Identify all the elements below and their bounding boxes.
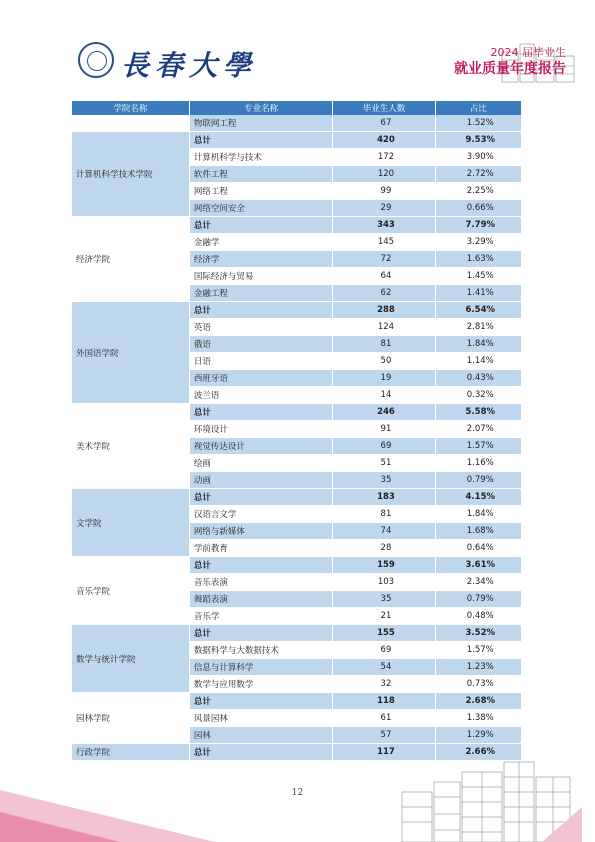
table-row-total — [72, 302, 522, 319]
major-name-cell: 总计 — [189, 132, 333, 149]
graduate-count-cell: 159 — [333, 557, 435, 574]
report-year-line: 2024 届毕业生 — [490, 46, 566, 59]
share-cell: 2.66% — [435, 744, 521, 761]
major-name-cell: 总计 — [189, 625, 333, 642]
major-name-cell: 风景园林 — [189, 710, 333, 727]
table-header-row — [72, 101, 522, 115]
major-name-cell: 软件工程 — [189, 166, 333, 183]
share-cell: 3.29% — [435, 234, 521, 251]
share-cell: 9.53% — [435, 132, 521, 149]
share-cell: 1.52% — [435, 115, 521, 132]
share-cell: 1.16% — [435, 455, 521, 472]
major-name-cell: 总计 — [189, 404, 333, 421]
college-name-cell: 园林学院 — [72, 693, 189, 744]
share-cell: 1.38% — [435, 710, 521, 727]
major-name-cell: 信息与计算科学 — [189, 659, 333, 676]
share-cell: 2.68% — [435, 693, 521, 710]
share-cell: 0.48% — [435, 608, 521, 625]
table-row-total — [72, 557, 522, 574]
share-cell: 3.61% — [435, 557, 521, 574]
major-name-cell: 网络空间安全 — [189, 200, 333, 217]
table-row-total — [72, 693, 522, 710]
university-logo-text: 長春大學 — [121, 49, 258, 82]
column-header-graduates: 毕业生人数 — [333, 101, 435, 115]
graduate-count-cell: 172 — [333, 149, 435, 166]
college-name-cell: 美术学院 — [72, 404, 189, 489]
major-name-cell: 数据科学与大数据技术 — [189, 642, 333, 659]
major-name-cell: 总计 — [189, 217, 333, 234]
graduate-count-cell: 69 — [333, 642, 435, 659]
column-header-college: 学院名称 — [72, 101, 189, 115]
major-name-cell: 计算机科学与技术 — [189, 149, 333, 166]
share-cell: 1.84% — [435, 506, 521, 523]
share-cell: 1.29% — [435, 727, 521, 744]
major-name-cell: 经济学 — [189, 251, 333, 268]
major-name-cell: 日语 — [189, 353, 333, 370]
graduate-count-cell: 81 — [333, 506, 435, 523]
graduate-count-cell: 120 — [333, 166, 435, 183]
share-cell: 6.54% — [435, 302, 521, 319]
college-name-cell: 数学与统计学院 — [72, 625, 189, 693]
graduate-count-cell: 69 — [333, 438, 435, 455]
report-title: 就业质量年度报告 — [454, 61, 566, 77]
share-cell: 0.43% — [435, 370, 521, 387]
table-row-total — [72, 132, 522, 149]
share-cell: 0.64% — [435, 540, 521, 557]
graduate-count-cell: 35 — [333, 472, 435, 489]
share-cell: 2.34% — [435, 574, 521, 591]
share-cell: 1.68% — [435, 523, 521, 540]
graduate-count-cell: 343 — [333, 217, 435, 234]
graduate-count-cell: 246 — [333, 404, 435, 421]
major-name-cell: 总计 — [189, 489, 333, 506]
college-name-cell — [72, 115, 189, 132]
graduate-count-cell: 145 — [333, 234, 435, 251]
share-cell: 1.23% — [435, 659, 521, 676]
major-name-cell: 舞蹈表演 — [189, 591, 333, 608]
share-cell: 7.79% — [435, 217, 521, 234]
page-header — [0, 0, 595, 95]
graduate-count-cell: 32 — [333, 676, 435, 693]
major-name-cell: 总计 — [189, 302, 333, 319]
table-row-total — [72, 404, 522, 421]
major-name-cell: 园林 — [189, 727, 333, 744]
graduate-count-cell: 420 — [333, 132, 435, 149]
share-cell: 2.25% — [435, 183, 521, 200]
graduate-count-cell: 57 — [333, 727, 435, 744]
table-row-total — [72, 625, 522, 642]
graduate-count-cell: 183 — [333, 489, 435, 506]
major-name-cell: 学前教育 — [189, 540, 333, 557]
graduate-count-cell: 51 — [333, 455, 435, 472]
share-cell: 0.73% — [435, 676, 521, 693]
table-row-total — [72, 489, 522, 506]
graduate-count-cell: 288 — [333, 302, 435, 319]
graduate-count-cell: 67 — [333, 115, 435, 132]
graduate-count-cell: 61 — [333, 710, 435, 727]
share-cell: 0.66% — [435, 200, 521, 217]
major-name-cell: 英语 — [189, 319, 333, 336]
graduate-count-cell: 91 — [333, 421, 435, 438]
major-name-cell: 环境设计 — [189, 421, 333, 438]
graduate-count-cell: 54 — [333, 659, 435, 676]
graduate-count-cell: 155 — [333, 625, 435, 642]
graduate-count-cell: 64 — [333, 268, 435, 285]
graduate-count-cell: 29 — [333, 200, 435, 217]
major-name-cell: 金融工程 — [189, 285, 333, 302]
share-cell: 1.41% — [435, 285, 521, 302]
graduate-count-cell: 62 — [333, 285, 435, 302]
major-name-cell: 音乐学 — [189, 608, 333, 625]
share-cell: 1.14% — [435, 353, 521, 370]
graduate-count-cell: 28 — [333, 540, 435, 557]
college-name-cell: 音乐学院 — [72, 557, 189, 625]
major-name-cell: 网络与新媒体 — [189, 523, 333, 540]
major-name-cell: 网络工程 — [189, 183, 333, 200]
university-seal-icon — [78, 42, 114, 78]
major-name-cell: 视觉传达设计 — [189, 438, 333, 455]
share-cell: 1.57% — [435, 438, 521, 455]
share-cell: 1.45% — [435, 268, 521, 285]
column-header-share: 占比 — [435, 101, 521, 115]
major-name-cell: 总计 — [189, 557, 333, 574]
share-cell: 1.63% — [435, 251, 521, 268]
share-cell: 1.57% — [435, 642, 521, 659]
graduate-count-cell: 81 — [333, 336, 435, 353]
graduate-count-cell: 124 — [333, 319, 435, 336]
graduate-count-cell: 74 — [333, 523, 435, 540]
share-cell: 5.58% — [435, 404, 521, 421]
graduate-count-cell: 103 — [333, 574, 435, 591]
graduate-count-cell: 14 — [333, 387, 435, 404]
column-header-major: 专业名称 — [189, 101, 333, 115]
share-cell: 2.07% — [435, 421, 521, 438]
major-name-cell: 波兰语 — [189, 387, 333, 404]
college-name-cell: 计算机科学技术学院 — [72, 132, 189, 217]
college-name-cell: 外国语学院 — [72, 302, 189, 404]
share-cell: 0.32% — [435, 387, 521, 404]
share-cell: 1.84% — [435, 336, 521, 353]
graduate-count-cell: 72 — [333, 251, 435, 268]
graduate-count-cell: 19 — [333, 370, 435, 387]
share-cell: 4.15% — [435, 489, 521, 506]
share-cell: 0.79% — [435, 472, 521, 489]
major-name-cell: 物联网工程 — [189, 115, 333, 132]
share-cell: 3.90% — [435, 149, 521, 166]
graduate-count-cell: 118 — [333, 693, 435, 710]
major-name-cell: 西班牙语 — [189, 370, 333, 387]
share-cell: 3.52% — [435, 625, 521, 642]
graduates-by-major-table — [72, 101, 522, 761]
major-name-cell: 音乐表演 — [189, 574, 333, 591]
share-cell: 2.72% — [435, 166, 521, 183]
major-name-cell: 俄语 — [189, 336, 333, 353]
page-number: 12 — [291, 788, 304, 798]
graduate-count-cell: 50 — [333, 353, 435, 370]
graduate-count-cell: 35 — [333, 591, 435, 608]
graduate-count-cell: 99 — [333, 183, 435, 200]
table-row-total — [72, 217, 522, 234]
major-name-cell: 国际经济与贸易 — [189, 268, 333, 285]
graduate-count-cell: 117 — [333, 744, 435, 761]
college-name-cell: 行政学院 — [72, 744, 189, 761]
major-name-cell: 汉语言文学 — [189, 506, 333, 523]
share-cell: 2.81% — [435, 319, 521, 336]
table-body — [72, 115, 522, 761]
major-name-cell: 数学与应用数学 — [189, 676, 333, 693]
table-row — [72, 115, 522, 132]
major-name-cell: 动画 — [189, 472, 333, 489]
major-name-cell: 金融学 — [189, 234, 333, 251]
major-name-cell: 绘画 — [189, 455, 333, 472]
college-name-cell: 文学院 — [72, 489, 189, 557]
major-name-cell: 总计 — [189, 744, 333, 761]
college-name-cell: 经济学院 — [72, 217, 189, 302]
share-cell: 0.79% — [435, 591, 521, 608]
major-name-cell: 总计 — [189, 693, 333, 710]
graduate-count-cell: 21 — [333, 608, 435, 625]
